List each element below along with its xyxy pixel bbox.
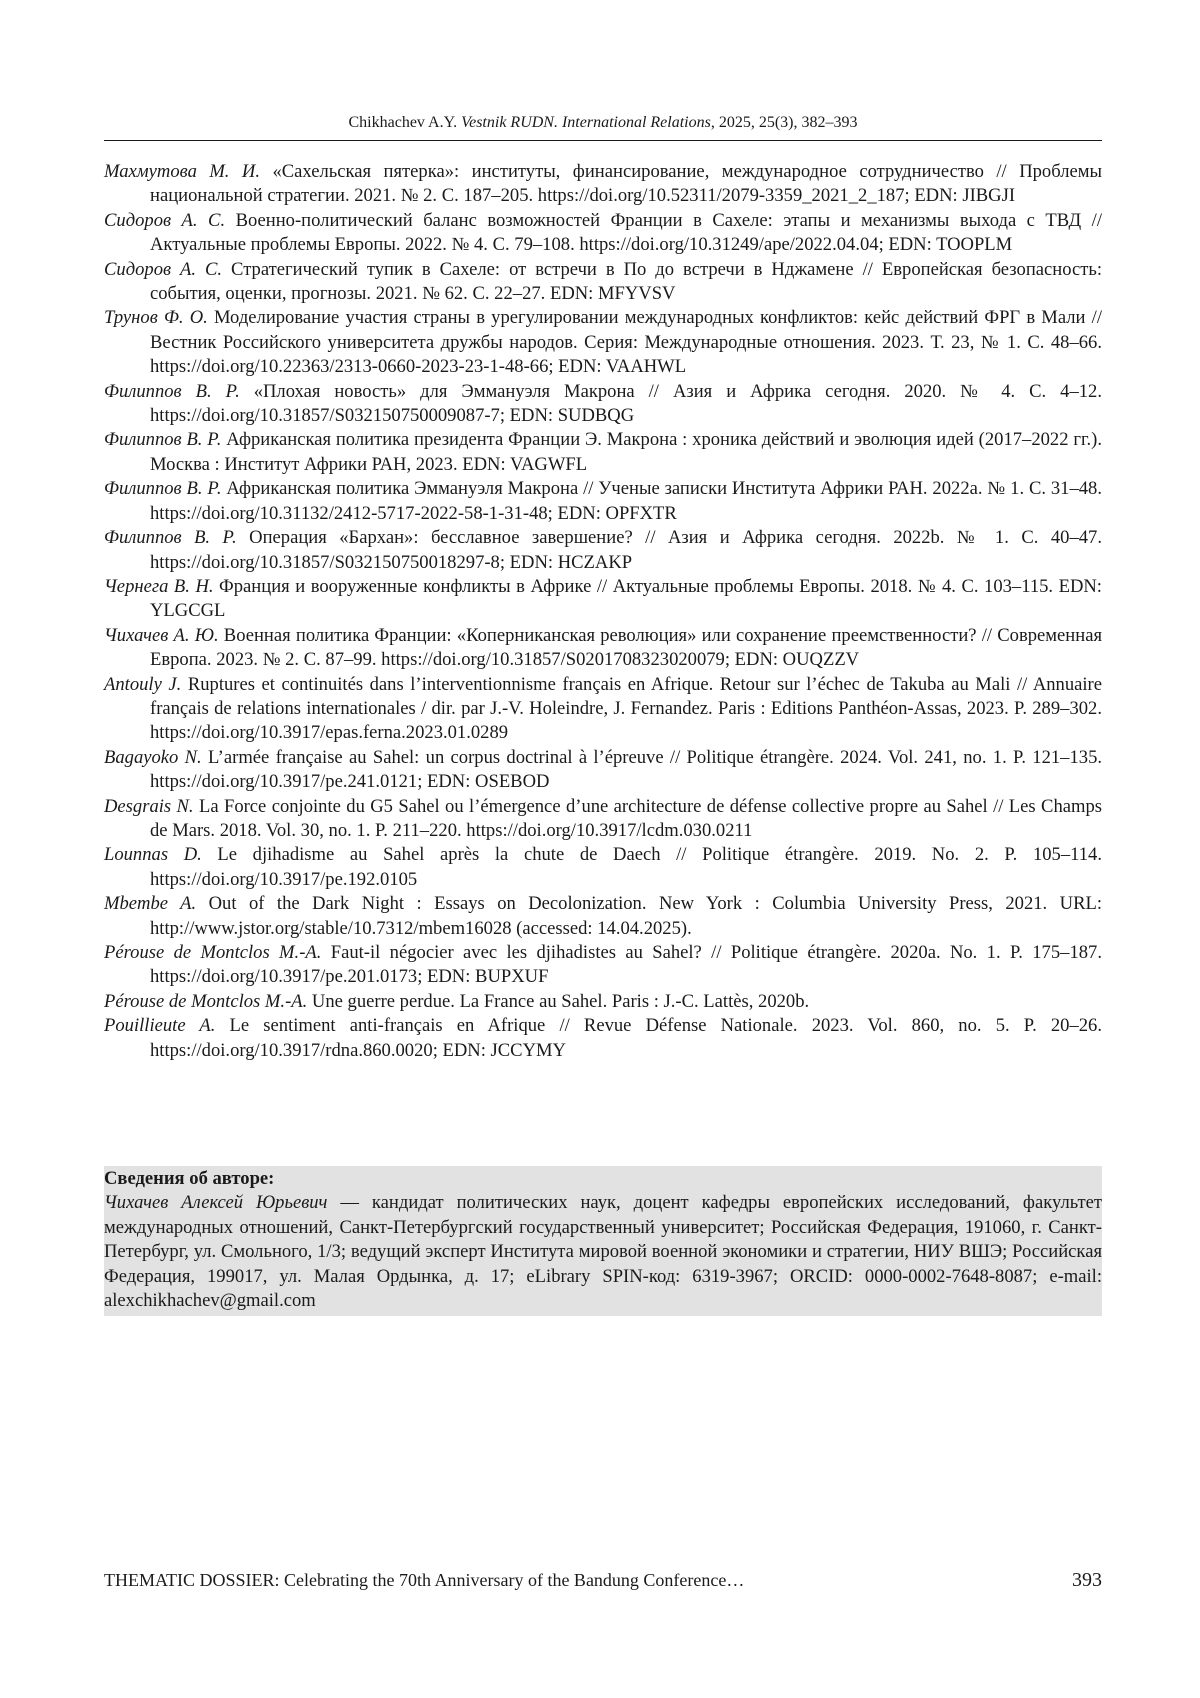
reference-item (104, 746, 1102, 795)
reference-text: Une guerre perdue. La France au Sahel. Paris : J.-C. Lattès, 2020b. (307, 991, 809, 1012)
reference-author: Сидоров А. С. (104, 259, 222, 280)
reference-item (104, 428, 1102, 477)
reference-text: Операция «Бархан»: бесславное завершение? // Азия и Африка сегодня. 2022b. № 1. С. 40–47. https://doi.org/10.31857/S032150750018297-8; EDN: HCZAKP (150, 527, 1102, 572)
reference-author: Pérouse de Montclos M.-A. (104, 942, 321, 963)
reference-author: Pérouse de Montclos M.-A. (104, 991, 307, 1012)
page-footer (104, 1568, 1102, 1592)
reference-author: Lounnas D. (104, 844, 202, 865)
author-info-title: Сведения об авторе: (104, 1167, 1102, 1191)
reference-item (104, 990, 1102, 1014)
reference-item (104, 160, 1102, 209)
reference-item (104, 526, 1102, 575)
reference-item (104, 795, 1102, 844)
author-info-box (104, 1166, 1102, 1316)
author-name: Чихачев Алексей Юрьевич (104, 1192, 327, 1213)
reference-author: Desgrais N. (104, 796, 194, 817)
reference-text: Франция и вооруженные конфликты в Африке // Актуальные проблемы Европы. 2018. № 4. С. 103–115. EDN: YLGCGL (150, 576, 1102, 621)
reference-item (104, 892, 1102, 941)
reference-author: Pouillieute A. (104, 1015, 215, 1036)
author-details: — кандидат политических наук, доцент кафедры европейских исследований, факультет международных отношений, Санкт-Петербургский государственный университет; Российская Федерация, 191060, г. Санкт-Петербург, ул. Смольного, 1/3; ведущий эксперт Института мировой военной экономики и стратегии, НИУ ВШЭ; Российская Федерация, 199017, ул. Малая Ордынка, д. 17; eLibrary SPIN-код: 6319-3967; ORCID: 0000-0002-7648-8087; e-mail: alexchikhachev@gmail.com (104, 1192, 1102, 1311)
reference-text: Стратегический тупик в Сахеле: от встречи в По до встречи в Нджамене // Европейская безопасность: события, оценки, прогнозы. 2021. № 62. С. 22–27. EDN: MFYVSV (150, 259, 1102, 304)
reference-item (104, 624, 1102, 673)
reference-text: Моделирование участия страны в урегулировании международных конфликтов: кейс действий ФРГ в Мали // Вестник Российского университета дружбы народов. Серия: Международные отношения. 2023. Т. 23, № 1. С. 48–66. https://doi.org/10.22363/2313-0660-2023-23-1-48-66; EDN: VAAHWL (150, 307, 1102, 377)
reference-author: Antouly J. (104, 674, 181, 695)
reference-item (104, 941, 1102, 990)
reference-text: Faut-il négocier avec les djihadistes au Sahel? // Politique étrangère. 2020a. No. 1. P. 175–187. https://doi.org/10.3917/pe.201.0173; EDN: BUPXUF (150, 942, 1102, 987)
reference-author: Mbembe A. (104, 893, 196, 914)
reference-text: Ruptures et continuités dans l’interventionnisme français en Afrique. Retour sur l’échec de Takuba au Mali // Annuaire français de relations internationales / dir. par J.-V. Holeindre, J. Fernandez. Paris : Editions Panthéon-Assas, 2023. P. 289–302. https://doi.org/10.3917/epas.ferna.2023.01.0289 (150, 674, 1102, 744)
header-journal: Vestnik RUDN. International Relations (461, 114, 711, 131)
reference-author: Филиппов В. Р. (104, 429, 221, 450)
header-details: , 2025, 25(3), 382–393 (711, 114, 858, 131)
header-authors: Chikhachev A.Y. (349, 114, 462, 131)
reference-text: «Плохая новость» для Эммануэля Макрона // Азия и Африка сегодня. 2020. № 4. С. 4–12. https://doi.org/10.31857/S032150750009087-7; EDN: SUDBQG (150, 381, 1102, 426)
reference-text: Военная политика Франции: «Коперниканская революция» или сохранение преемственности? // Современная Европа. 2023. № 2. С. 87–99. https://doi.org/10.31857/S0201708323020079; EDN: OUQZZV (150, 625, 1102, 670)
reference-text: Военно-политический баланс возможностей Франции в Сахеле: этапы и механизмы выхода с ТВД // Актуальные проблемы Европы. 2022. № 4. С. 79–108. https://doi.org/10.31249/ape/2022.04.04; EDN: TOOPLM (150, 210, 1102, 255)
reference-author: Махмутова М. И. (104, 161, 260, 182)
reference-text: Le djihadisme au Sahel après la chute de Daech // Politique étrangère. 2019. No. 2. P. 105–114. https://doi.org/10.3917/pe.192.0105 (150, 844, 1102, 889)
reference-author: Филиппов В. Р. (104, 478, 221, 499)
reference-item (104, 477, 1102, 526)
reference-author: Bagayoko N. (104, 747, 202, 768)
footer-dossier: THEMATIC DOSSIER: Celebrating the 70th Anniversary of the Bandung Conference… (104, 1570, 744, 1590)
reference-author: Трунов Ф. О. (104, 307, 208, 328)
page-number: 393 (1072, 1568, 1102, 1592)
reference-author: Филиппов В. Р. (104, 527, 237, 548)
running-header (104, 113, 1102, 141)
reference-author: Чернега В. Н. (104, 576, 214, 597)
reference-list (104, 160, 1102, 1063)
reference-author: Сидоров А. С. (104, 210, 225, 231)
reference-text: Африканская политика Эммануэля Макрона // Ученые записки Института Африки РАН. 2022a. № 1. С. 31–48. https://doi.org/10.31132/2412-5717-2022-58-1-31-48; EDN: OPFXTR (150, 478, 1102, 523)
reference-item (104, 1014, 1102, 1063)
reference-item (104, 843, 1102, 892)
reference-author: Филиппов В. Р. (104, 381, 240, 402)
reference-text: Африканская политика президента Франции Э. Макрона : хроника действий и эволюция идей (2017–2022 гг.). Москва : Институт Африки РАН, 2023. EDN: VAGWFL (150, 429, 1102, 474)
reference-text: «Сахельская пятерка»: институты, финансирование, международное сотрудничество // Проблемы национальной стратегии. 2021. № 2. С. 187–205. https://doi.org/10.52311/2079-3359_2021_2_187; EDN: JIBGJI (150, 161, 1102, 206)
reference-text: Out of the Dark Night : Essays on Decolonization. New York : Columbia University Press, 2021. URL: http://www.jstor.org/stable/10.7312/mbem16028 (accessed: 14.04.2025). (150, 893, 1102, 938)
reference-item (104, 258, 1102, 307)
reference-item (104, 575, 1102, 624)
reference-text: Le sentiment anti-français en Afrique // Revue Défense Nationale. 2023. Vol. 860, no. 5. P. 20–26. https://doi.org/10.3917/rdna.860.0020; EDN: JCCYMY (150, 1015, 1102, 1060)
reference-item (104, 209, 1102, 258)
reference-item (104, 306, 1102, 379)
reference-text: La Force conjointe du G5 Sahel ou l’émergence d’une architecture de défense collective propre au Sahel // Les Champs de Mars. 2018. Vol. 30, no. 1. P. 211–220. https://doi.org/10.3917/lcdm.030.0211 (150, 796, 1102, 841)
author-info-text (104, 1191, 1102, 1313)
reference-text: L’armée française au Sahel: un corpus doctrinal à l’épreuve // Politique étrangère. 2024. Vol. 241, no. 1. P. 121–135. https://doi.org/10.3917/pe.241.0121; EDN: OSEBOD (150, 747, 1102, 792)
reference-item (104, 380, 1102, 429)
reference-item (104, 673, 1102, 746)
reference-author: Чихачев А. Ю. (104, 625, 219, 646)
